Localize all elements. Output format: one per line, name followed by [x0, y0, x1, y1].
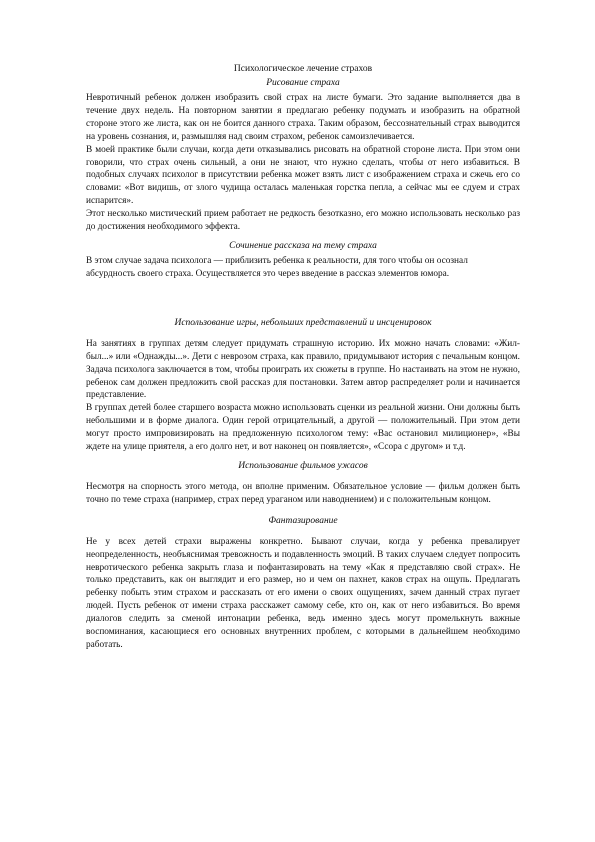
section-heading-fantasy: Фантазирование — [268, 515, 338, 526]
section-heading-films: Использование фильмов ужасов — [238, 460, 368, 471]
document-title: Психологическое лечение страхов — [233, 64, 373, 74]
paragraph: Не у всех детей страхи выражены конкретно. Бывают случаи, когда у ребенка превалирует неопределенность, необъяснимая тревожность и подавленность эмоций. В таких случаем следует попросить невротического ребенка закрыть глаза и пофантазировать на тему «Как я представляю свой страх». Не только представить, как он выглядит и его размер, но и чем он пахнет, каков страх на ощупь. Предлагать ребенку побыть этим страхом и рассказать от его имени о своих ощущениях, зачем данный страх пугает людей. Пусть ребенок от имени страха расскажет самому себе, кто он, как от него избавиться. Во время диалогов следить за сменой интонации ребенка, ведь именно здесь могут промелькнуть важные воспоминания, касающиеся его основных внутренних проблем, с которыми в дальнейшем необходимо работать. — [86, 536, 520, 650]
paragraph: В этом случае задача психолога — приблизить ребенка к реальности, для того чтобы он осознал абсурдность своего страха. Осуществляется это через введение в рассказ элементов юмора. — [86, 255, 468, 279]
document-page — [86, 63, 520, 652]
section-heading-story: Сочинение рассказа на тему страха — [229, 240, 377, 251]
section-heading-games: Использование игры, небольших представлений и инсценировок — [174, 317, 432, 328]
paragraph: Несмотря на спорность этого метода, он вполне применим. Обязательное условие — фильм должен быть точно по теме страха (например, страх перед ураганом или наводнением) и с положительным концом. — [86, 481, 520, 505]
paragraph: Невротичный ребенок должен изобразить свой страх на листе бумаги. Это задание выполняется два в течение двух недель. На повторном занятии я предлагаю ребенку подумать и изобразить на обратной стороне этого же листа, как он не боится данного страха. Таким образом, бессознательный страх выводится на уровень сознания, и, размышляя над своим страхом, ребенок самоизлечивается. — [86, 93, 520, 142]
paragraph: В моей практике были случаи, когда дети отказывались рисовать на обратной стороне листа. При этом они говорили, что страх очень сильный, а они не знают, что нужно сделать, чтобы от него избавиться. В подобных случаях психолог в присутствии ребенка может взять лист с изображением страха и сжечь его со словами: «Вот видишь, от злого чудища осталась маленькая горстка пепла, а сейчас мы ее сдуем и страх испарится». — [86, 144, 520, 207]
paragraph: На занятиях в группах детям следует придумать страшную историю. Их можно начать словами: «Жил-был...» или «Однажды...». Дети с неврозом страха, как правило, придумывают история с печальным концом. Задача психолога заключается в том, чтобы проиграть их сюжеты в группе. Но настаивать на этом не нужно, ребенок сам должен предложить свой рассказ для постановки. Затем автор распределяет роли и начинается представление. — [86, 338, 520, 401]
section-heading-drawing: Рисование страха — [266, 78, 340, 88]
paragraph: Этот несколько мистический прием работает не редкость безотказно, его можно использовать несколько раз до достижения необходимого эффекта. — [86, 209, 520, 233]
paragraph: В группах детей более старшего возраста можно использовать сценки из реальной жизни. Они должны быть небольшими и в форме диалога. Один герой отрицательный, а другой — положительный. При этом дети могут просто импровизировать на предложенную психологом тему: «Вас остановил милиционер», «Вы ждете на улице приятеля, а его долго нет, и вот наконец он появляется», «Ссора с другом» и т.д. — [86, 403, 520, 453]
